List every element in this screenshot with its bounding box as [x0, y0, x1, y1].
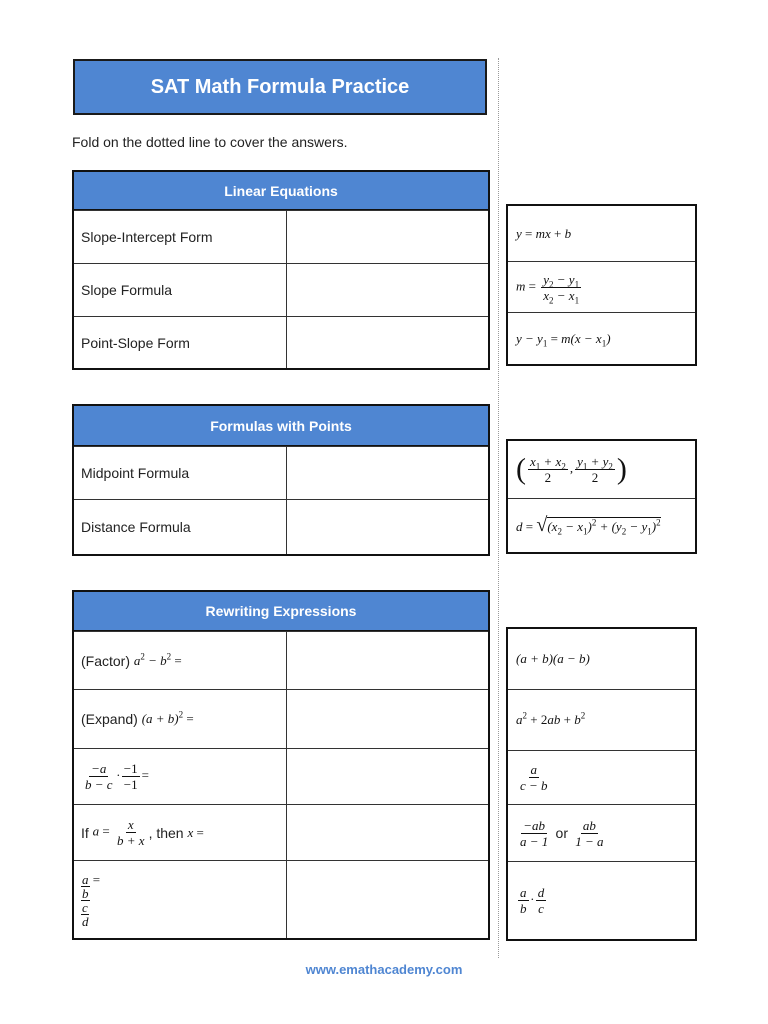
section-header: Rewriting Expressions: [74, 592, 488, 631]
answer-blank[interactable]: [287, 211, 488, 263]
answer-blank[interactable]: [287, 861, 488, 938]
answer-factor: (a + b)(a − b): [516, 651, 590, 666]
answer-midpoint: ( $\frac{x_1 + x_2}{2}$ , $\frac{y_1 + y_2}{2}$ ): [516, 452, 627, 486]
table-row: [74, 316, 488, 368]
instructions-text: Fold on the dotted line to cover the answers.: [72, 134, 348, 150]
answers-linear: [506, 204, 697, 366]
answer-expand: $a^2 + 2ab + b^2$: [508, 689, 695, 750]
answer-blank[interactable]: [287, 690, 488, 748]
answer-solve: $\frac{-ab}{a - 1}$ or $\frac{ab}{1 - a}$: [508, 804, 695, 861]
table-row: [74, 860, 488, 938]
table-row: [74, 499, 488, 554]
row-label: Midpoint Formula: [74, 447, 287, 499]
answer-slope-formula: m = $\frac{y_2 - y_1}{x_2 - x_1}$: [508, 261, 695, 312]
table-row: [74, 446, 488, 499]
answer-distance: d = √ $(x_2 - x_1)^2 + (y_2 - y_1)^2$: [508, 498, 695, 552]
answer-blank[interactable]: [287, 749, 488, 804]
table-row: [74, 631, 488, 689]
table-row: [74, 748, 488, 804]
row-label-factor: (Factor) $a^2 - b^2$ =: [74, 632, 287, 689]
section-header: Formulas with Points: [74, 406, 488, 446]
answer-blank[interactable]: [287, 264, 488, 316]
section-formulas-with-points: [72, 404, 490, 556]
section-header: Linear Equations: [74, 172, 488, 210]
row-label-product: $\frac{-a}{b - c}$ · $\frac{-1}{-1}$ =: [74, 749, 287, 804]
section-linear-equations: [72, 170, 490, 370]
row-label-solve: If a = $\frac{x}{b + x}$ , then x =: [74, 805, 287, 860]
row-label: Distance Formula: [74, 500, 287, 554]
answers-points: [506, 439, 697, 554]
row-label-complex-fraction: a b c d =: [74, 861, 287, 938]
table-row: [74, 210, 488, 263]
answer-blank[interactable]: [287, 805, 488, 860]
answer-blank[interactable]: [287, 447, 488, 499]
answer-blank[interactable]: [287, 632, 488, 689]
table-row: [74, 263, 488, 316]
fold-line: [498, 58, 499, 958]
page-title-box: [73, 59, 487, 115]
answer-complex-fraction: $\frac{a}{b}$ · $\frac{d}{c}$: [508, 861, 695, 939]
answer-point-slope: $y - y_1 = m(x - x_1)$: [508, 312, 695, 364]
answer-product: $\frac{a}{c - b}$: [508, 750, 695, 804]
table-row: [74, 689, 488, 748]
row-label: Slope-Intercept Form: [74, 211, 287, 263]
page-title: SAT Math Formula Practice: [150, 75, 410, 98]
row-label-expand: (Expand) $(a + b)^2$ =: [74, 690, 287, 748]
answer-slope-intercept: y = mx + b: [516, 225, 572, 241]
row-label: Point-Slope Form: [74, 317, 287, 368]
section-rewriting-expressions: [72, 590, 490, 940]
row-label: Slope Formula: [74, 264, 287, 316]
answer-blank[interactable]: [287, 317, 488, 368]
footer-url[interactable]: www.emathacademy.com: [305, 962, 463, 977]
answer-blank[interactable]: [287, 500, 488, 554]
table-row: [74, 804, 488, 860]
answers-rewriting: [506, 627, 697, 941]
